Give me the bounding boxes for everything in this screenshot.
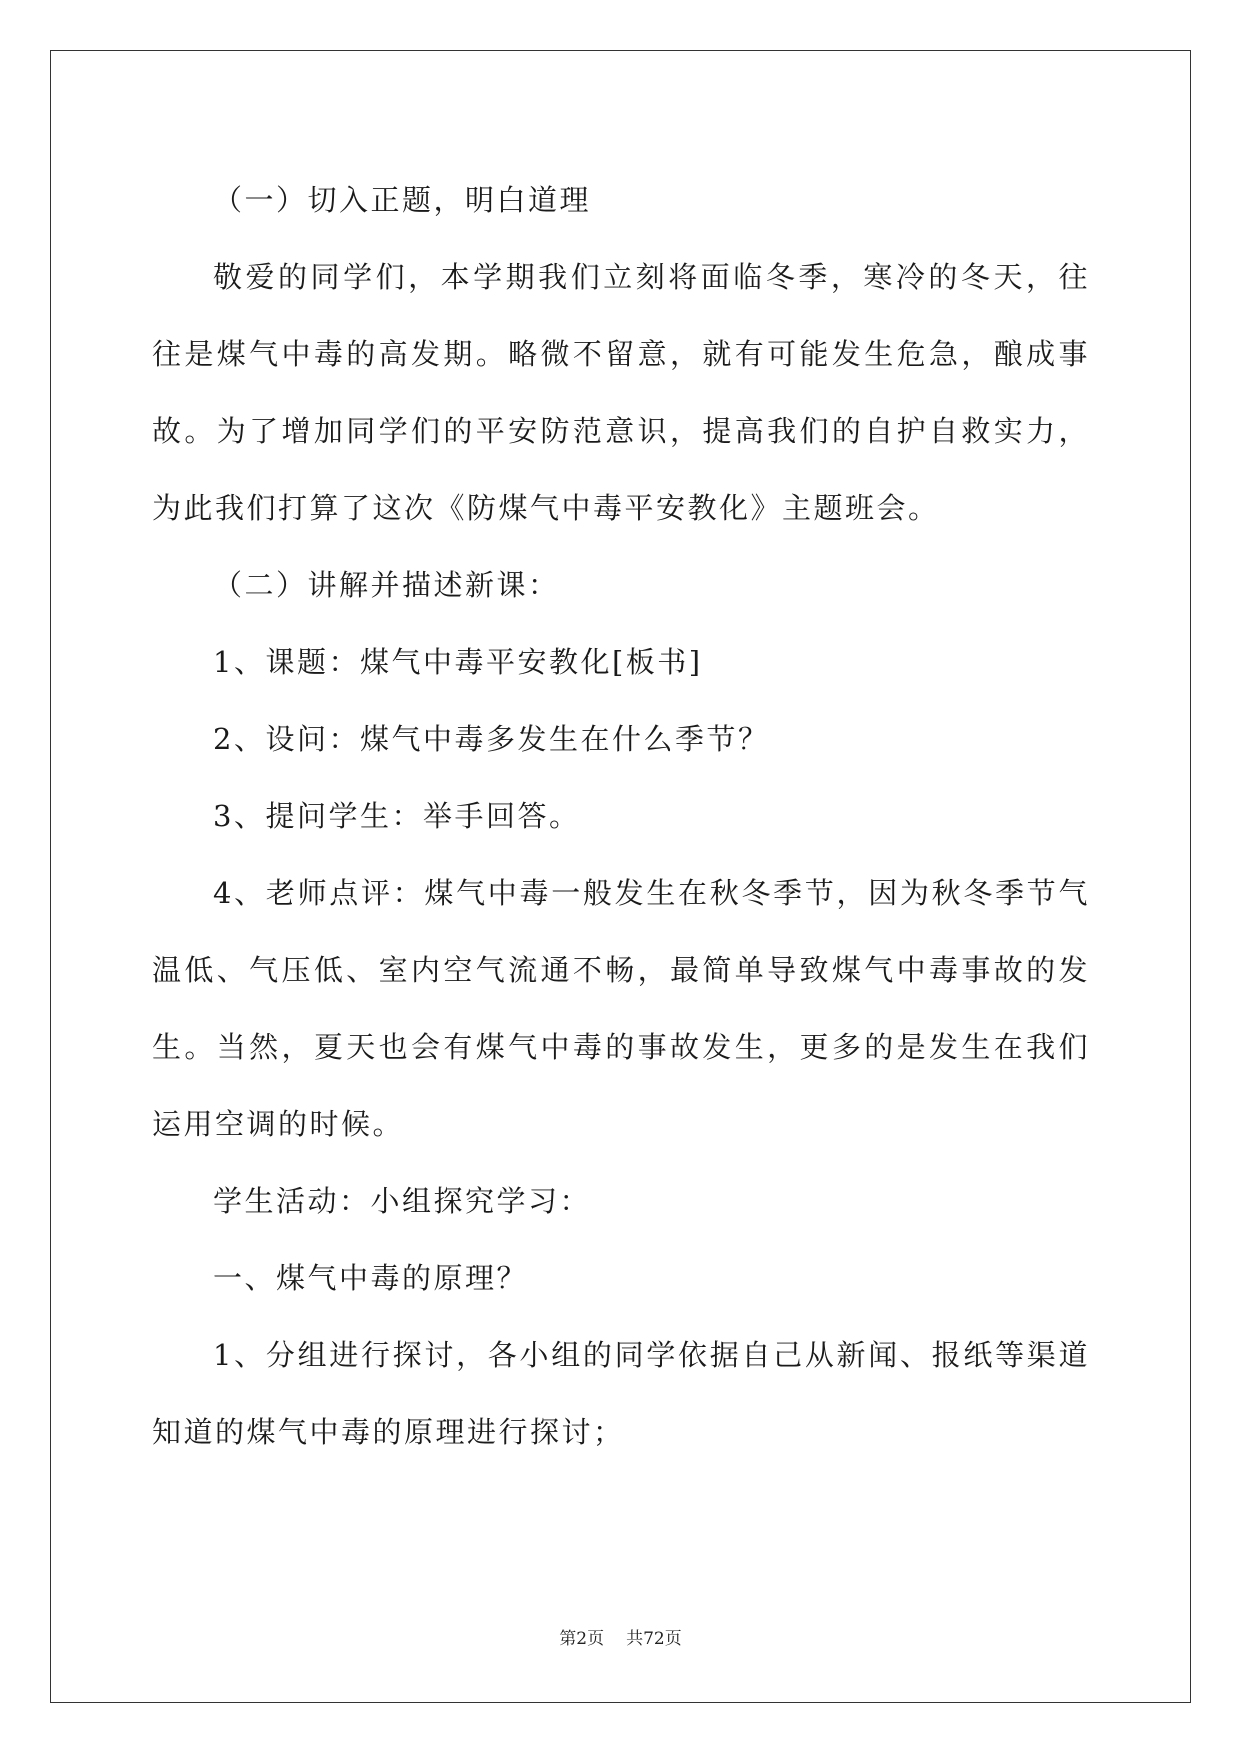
subsection-heading: 一、煤气中毒的原理？	[213, 1261, 529, 1295]
list-item-topic: 1、课题：煤气中毒平安教化[板书]	[213, 645, 703, 679]
student-activity-heading: 学生活动：小组探究学习：	[213, 1184, 592, 1218]
paragraph-intro: 敬爱的同学们，本学期我们立刻将面临冬季，寒冷的冬天，往往是煤气中毒的高发期。略微不留意，就有可能发生危急，酿成事故。为了增加同学们的平安防范意识，提高我们的自护自救实力，为此我们打算了这次《防煤气中毒平安教化》主题班会。	[152, 260, 1090, 525]
list-item-question: 2、设问：煤气中毒多发生在什么季节？	[213, 722, 770, 756]
page-footer	[0, 1624, 1241, 1649]
list-item-ask-students: 3、提问学生：举手回答。	[213, 799, 581, 833]
list-item-discussion: 1、分组进行探讨，各小组的同学依据自己从新闻、报纸等渠道知道的煤气中毒的原理进行探讨；	[152, 1338, 1090, 1449]
list-item-teacher-comment: 4、老师点评：煤气中毒一般发生在秋冬季节，因为秋冬季节气温低、气压低、室内空气流通不畅，最简单导致煤气中毒事故的发生。当然，夏天也会有煤气中毒的事故发生，更多的是发生在我们运用空调的时候。	[152, 876, 1090, 1141]
document-body	[152, 162, 1090, 1471]
page-total: 共72页	[626, 1629, 682, 1649]
section-heading-2: （二）讲解并描述新课：	[213, 568, 560, 602]
section-heading-1: （一）切入正题，明白道理	[213, 183, 592, 217]
page-number: 第2页	[559, 1629, 605, 1649]
